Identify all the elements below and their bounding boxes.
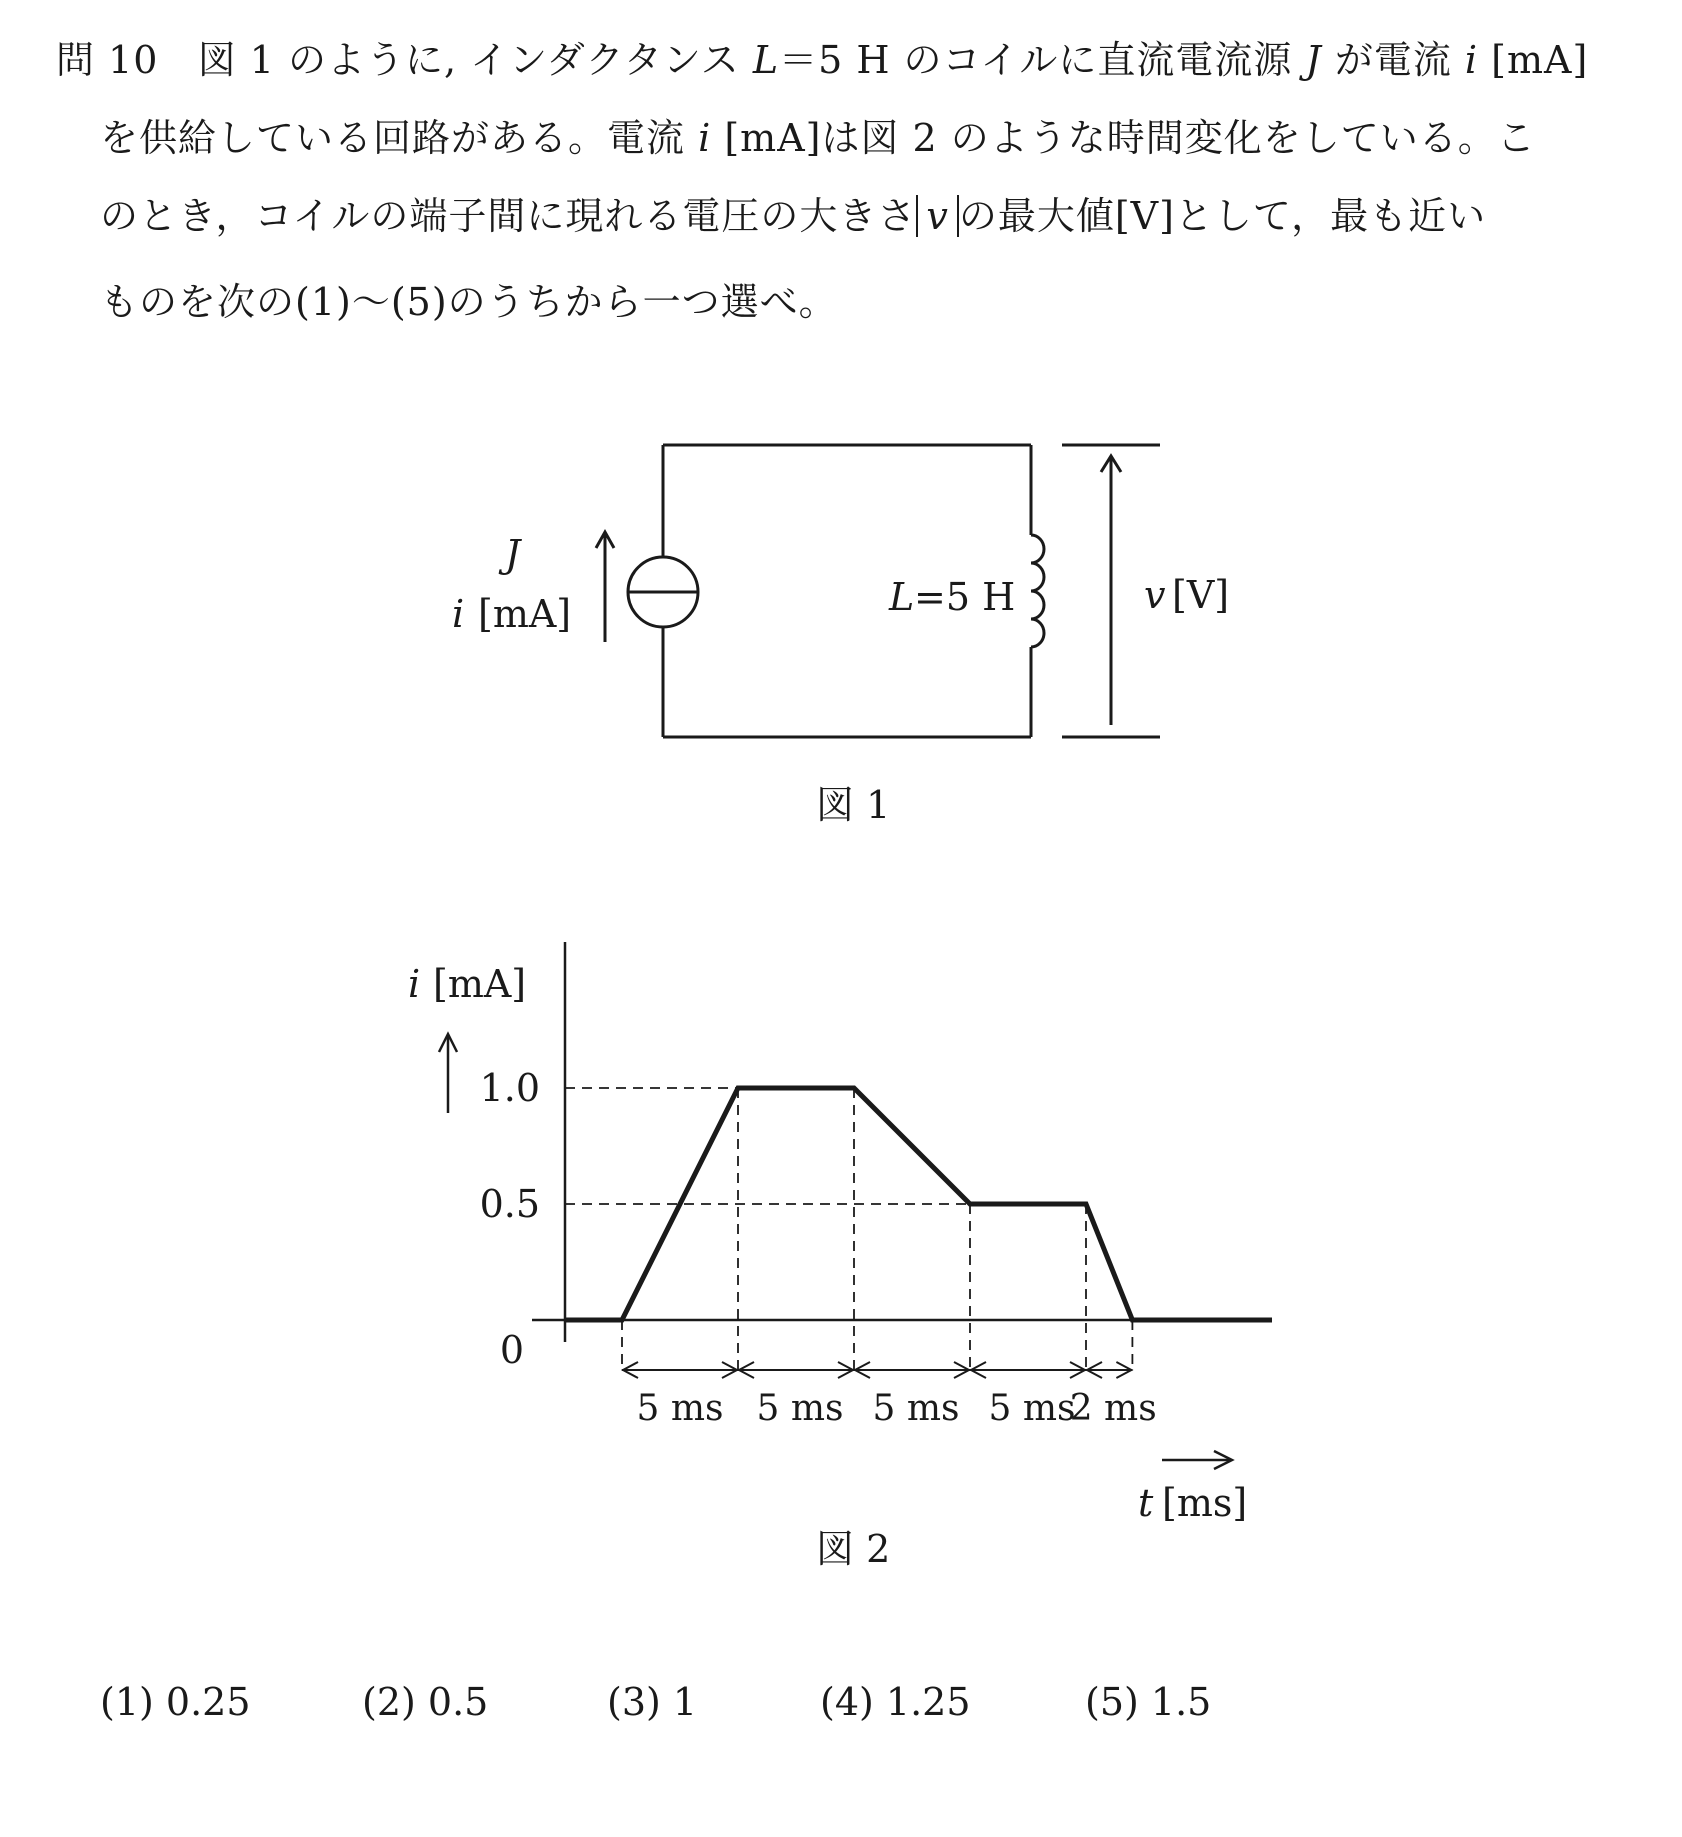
- interval-label-3: 5 ms: [872, 1388, 960, 1429]
- question-text-2b: [mA]は図 2 のような時間変化をしている。こ: [711, 116, 1536, 160]
- interval-label-1: 5 ms: [636, 1388, 724, 1429]
- question-line-2: [100, 114, 1536, 162]
- inductor-coil: [1031, 535, 1044, 647]
- question-text-1d: [mA]: [1478, 38, 1589, 82]
- var-L: L: [752, 38, 780, 82]
- question-text-3a: のとき，コイルの端子間に現れる電圧の大きさ: [100, 194, 917, 238]
- choice-1-num: (1): [100, 1680, 154, 1724]
- inductor-var-label: L: [889, 575, 915, 619]
- choice-1-value: 0.25: [165, 1680, 251, 1724]
- question-text-2a: を供給している回路がある。電流: [100, 116, 699, 160]
- inductor-value-label: =5 H: [914, 575, 1016, 619]
- choice-3-num: (3): [607, 1680, 661, 1724]
- current-var-label: i: [452, 592, 465, 636]
- voltage-unit-label: [V]: [1172, 573, 1230, 617]
- var-i: i: [1464, 38, 1479, 82]
- x-unit-label: [ms]: [1162, 1481, 1248, 1525]
- question-line-4: [100, 278, 838, 326]
- y-unit-label: [mA]: [433, 962, 527, 1006]
- choice-2-value: 0.5: [427, 1680, 489, 1724]
- y-tick-label-1-0: 1.0: [479, 1066, 540, 1110]
- source-label-J: J: [505, 532, 521, 576]
- question-text-4: ものを次の(1)〜(5)のうちから一つ選べ。: [100, 280, 838, 324]
- question-text-1a: 図 1 のように, インダクタンス: [197, 38, 753, 82]
- figure1-caption: 図 1: [816, 783, 891, 827]
- choice-1[interactable]: [100, 1678, 251, 1726]
- interval-label-2: 5 ms: [756, 1388, 844, 1429]
- question-text-1c: が電流: [1321, 38, 1465, 82]
- question-number: 問 10: [56, 38, 159, 82]
- choice-4[interactable]: [820, 1678, 971, 1726]
- choice-3-value: 1: [672, 1680, 698, 1724]
- choice-3[interactable]: [607, 1678, 697, 1726]
- figure2-caption: 図 2: [816, 1527, 891, 1570]
- question-line-3: [100, 192, 1486, 240]
- question-line-1: [56, 36, 1588, 84]
- current-unit-label: [mA]: [478, 592, 572, 636]
- var-J: J: [1305, 38, 1322, 82]
- choice-4-value: 1.25: [885, 1680, 971, 1724]
- interval-label-4: 5 ms: [988, 1388, 1076, 1429]
- choice-5-num: (5): [1085, 1680, 1139, 1724]
- choice-5-value: 1.5: [1150, 1680, 1212, 1724]
- figure2-chart: [0, 930, 1682, 1570]
- voltage-var-label: v: [1144, 573, 1166, 617]
- var-i-2: i: [698, 116, 712, 160]
- question-text-1b: ＝5 H のコイルに直流電流源: [779, 38, 1306, 82]
- y-var-label: i: [408, 962, 421, 1006]
- choice-2-num: (2): [362, 1680, 416, 1724]
- choice-2[interactable]: [362, 1678, 488, 1726]
- interval-label-5: 2 ms: [1069, 1388, 1157, 1429]
- choice-4-num: (4): [820, 1680, 874, 1724]
- abs-v: v: [916, 195, 958, 237]
- y-tick-label-0: 0: [499, 1328, 525, 1372]
- x-var-label: t: [1138, 1481, 1154, 1525]
- choice-5[interactable]: [1085, 1678, 1211, 1726]
- y-tick-label-0-5: 0.5: [479, 1182, 540, 1226]
- question-text-3b: の最大値[V]として，最も近い: [958, 194, 1487, 238]
